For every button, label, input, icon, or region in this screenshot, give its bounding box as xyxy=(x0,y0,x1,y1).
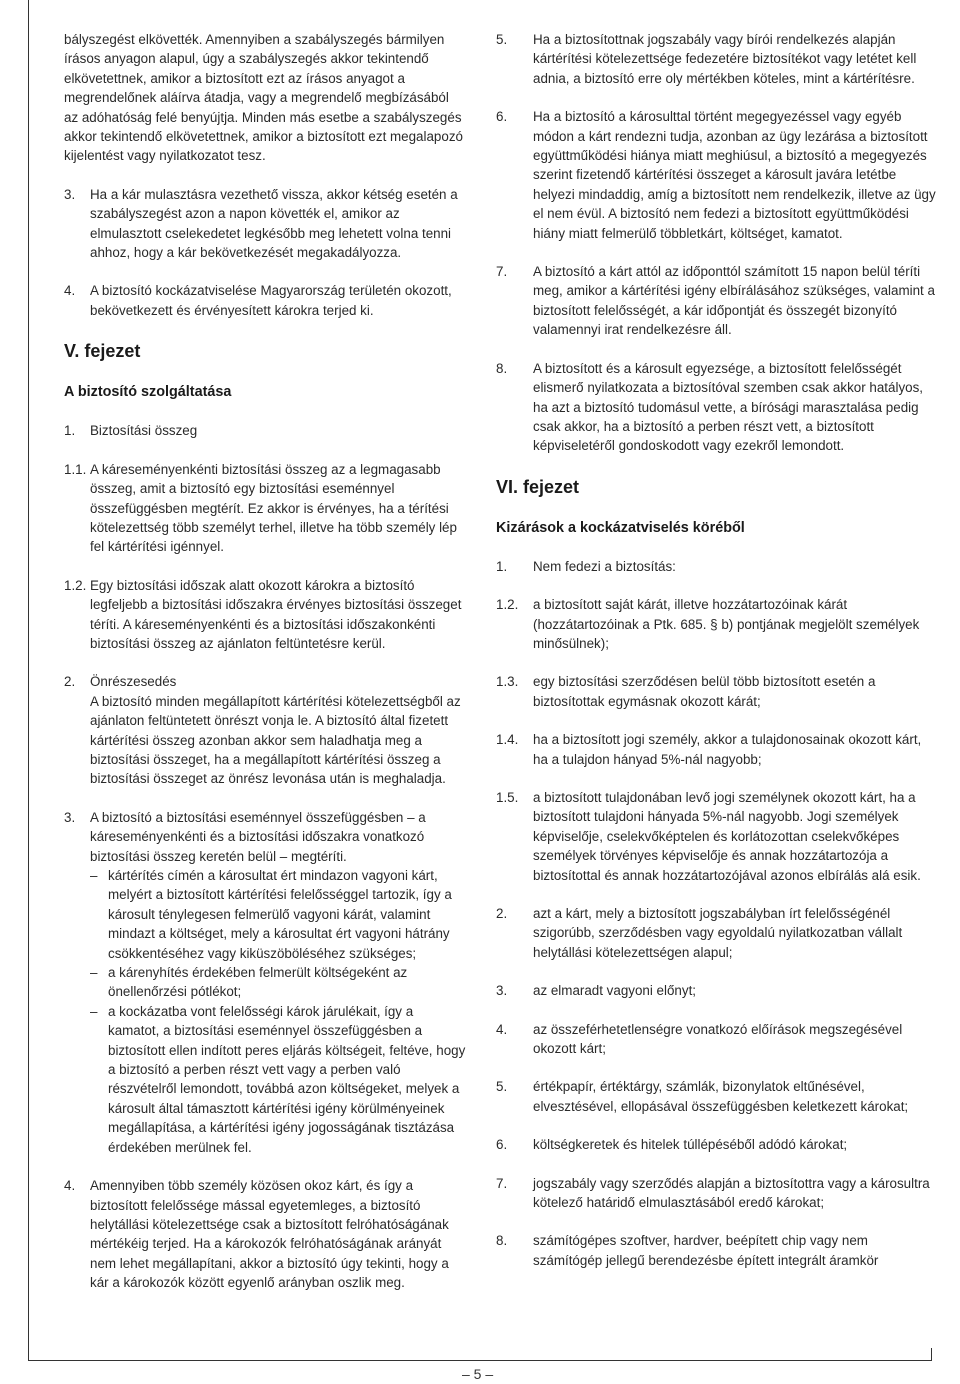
exclusion-text: Nem fedezi a biztosítás: xyxy=(533,558,676,574)
exclusion-number: 6. xyxy=(496,1137,508,1153)
intro-paragraph: bályszegést elkövették. Amennyiben a szabályszegés bármilyen írásos anyagon alapul, úgy a szabályszegés akkor tekintendő elkövetettnek, amikor a biztosított ezt az írásos anyagot a megrendelőnek aláírva átadja, vagy a megrendelő megbízásából az adóhatóság felé benyújtja. Minden más esetbe a szabályszegés akkor tekintendő elkövetettnek, amikor a biztosított ezt megalapozó kijelentést vagy nyilatkozatot tesz. xyxy=(64,32,463,164)
clause-3 xyxy=(64,185,466,263)
dash-list xyxy=(64,866,466,1157)
dash-item xyxy=(90,963,466,1002)
chapter-heading-v: V. fejezet xyxy=(64,341,141,362)
dash-item xyxy=(90,866,466,963)
dash-text: a kárenyhítés érdekében felmerült költségeként az önellenőrzési pótlékot; xyxy=(108,965,408,1000)
exclusion-text: az összeférhetetlenségre vonatkozó előírások megszegésével okozott kárt; xyxy=(533,1021,903,1057)
clause-number: 4. xyxy=(64,283,76,299)
clause-number: 7. xyxy=(496,264,508,280)
frame-line-bottom xyxy=(28,1360,932,1361)
exclusion-7 xyxy=(496,1174,936,1213)
chapter-title-vi: Kizárások a kockázatviselés köréből xyxy=(496,519,745,536)
section-text: A káreseményenkénti biztosítási összeg az a legmagasabb összeg, amit a biztosító egy biztosítási eseménnyel összefüggésben megtérít. Ez akkor is érvényes, ha a térítési kötelezettség több személyt terhel, illetve ha több személy lép fel kártérítési igénnyel. xyxy=(90,461,457,555)
clause-number: 5. xyxy=(496,32,508,47)
exclusion-text: költségkeretek és hitelek túllépéséből adódó károkat; xyxy=(533,1137,848,1153)
exclusion-text: a biztosított tulajdonában levő jogi személynek okozott kárt, ha a biztosított tulajdoni hányada 5%-nál nagyobb. Jogi személyek képviselője, cselekvőképtelen és korlátozottan cselekvőképes személyek törvényes képviselője és annak hozzátartozója a biztosítottal és annak hozzátartozójával azonos elbírálás alá esik. xyxy=(533,789,921,883)
clause-text: A biztosító a kárt attól az időponttól számított 15 napon belül téríti meg, amikor a kártérítési igény elbírálásához szükséges, valamint a biztosított felelősségét, a kár időpontját és összegét bizonyító valamennyi irat rendelkezésre áll. xyxy=(533,264,935,338)
frame-line-left xyxy=(28,18,29,1360)
exclusion-1-5 xyxy=(496,788,936,885)
section-text: A biztosító a biztosítási eseménnyel összefüggésben – a káreseményenkénti és a biztosítási időszakra vonatkozó biztosítási összeg keretén belül – megtéríti. xyxy=(90,809,426,864)
exclusion-number: 1. xyxy=(496,558,508,574)
chapter-heading-vi: VI. fejezet xyxy=(496,476,580,497)
exclusion-1-3 xyxy=(496,672,936,711)
clause-number: 6. xyxy=(496,109,508,125)
exclusion-text: értékpapír, értéktárgy, számlák, bizonylatok eltűnésével, elvesztésével, ellopásával összefüggésben keletkezett károkat; xyxy=(533,1079,909,1114)
page-number: – 5 – xyxy=(462,1366,494,1382)
section-number: 1.1. xyxy=(64,461,87,477)
exclusion-number: 4. xyxy=(496,1021,508,1037)
exclusion-text: az elmaradt vagyoni előnyt; xyxy=(533,983,697,999)
clause-text: Ha a biztosító a károsulttal történt megegyezéssel vagy egyéb módon a kárt rendezni tudja, azonban az ügy lezárása a biztosított együttműködési hiánya miatt meghiúsul, a biztosító a megegyezés szerint fizetendő kártérítési összeget a károsult javára letétbe helyezi mindaddig, amíg a biztosított nem rendelkezik, illetve az ügy el nem évül. A biztosító nem fedezi a biztosított együttműködési hiány miatt felmerülő többletkárt, költséget, kamatot. xyxy=(533,109,936,241)
exclusion-text: ha a biztosított jogi személy, akkor a tulajdonosainak okozott kárt, ha a tulajdon hányad 5%-nál nagyobb; xyxy=(533,732,922,767)
exclusion-8 xyxy=(496,1231,936,1270)
exclusion-1 xyxy=(496,557,936,576)
left-column xyxy=(64,30,466,1293)
clause-number: 8. xyxy=(496,360,508,376)
section-1 xyxy=(64,421,466,440)
section-number: 1.2. xyxy=(64,577,87,593)
section-text: Egy biztosítási időszak alatt okozott károkra a biztosító legfeljebb a biztosítási időszakra érvényes biztosítási összeget téríti. A káreseményenkénti és a biztosítási időszakonkénti biztosítási összeg az ajánlaton feltüntetésre kerül. xyxy=(90,577,462,651)
exclusion-6 xyxy=(496,1135,936,1154)
exclusion-number: 2. xyxy=(496,906,508,921)
clause-7 xyxy=(496,262,936,340)
section-number: 4. xyxy=(64,1178,76,1194)
exclusion-number: 8. xyxy=(496,1233,508,1249)
clause-text: Ha a biztosítottnak jogszabály vagy bírói rendelkezés alapján kártérítési kötelezettsége fedezetére biztosítékot vagy letétet kell adnia, a biztosító erre oly mértékben köteles, mint a kártérítésre. xyxy=(533,32,917,86)
section-text: A biztosító minden megállapított kártérítési kötelezettségből az ajánlaton feltüntetett önrészt vonja le. A biztosító által fizetett kártérítési összeg azonban akkor sem haladhatja meg a biztosítási összeget, ha a megállapított kártérítési összeg a biztosítási összeget az önrész levonása után is meghaladja. xyxy=(90,693,461,787)
exclusion-text: a biztosított saját kárát, illetve hozzátartozóinak kárát (hozzátartozóinak a Ptk. 685. § b) pontjának megjelölt személyek minősülnek); xyxy=(533,597,920,651)
dash-mark: – xyxy=(90,965,98,981)
section-1-1 xyxy=(64,460,466,557)
exclusion-5 xyxy=(496,1077,936,1116)
chapter-title-v: A biztosító szolgáltatása xyxy=(64,384,232,401)
dash-mark: – xyxy=(90,868,98,883)
clause-8 xyxy=(496,359,936,456)
exclusion-text: jogszabály vagy szerződés alapján a biztosítottra vagy a károsultra kötelező határidő elmulasztásából eredő károkat; xyxy=(533,1175,930,1211)
exclusion-number: 1.5. xyxy=(496,789,519,805)
exclusion-number: 5. xyxy=(496,1079,508,1095)
exclusion-1-2 xyxy=(496,595,936,653)
section-title: Biztosítási összeg xyxy=(90,423,198,439)
exclusion-number: 1.4. xyxy=(496,732,519,748)
frame-line-top xyxy=(28,0,29,18)
section-3 xyxy=(64,808,466,866)
dash-text: a kockázatba vont felelősségi károk járulékait, így a kamatot, a biztosítási eseménnyel összefüggésben a biztosított ellen indított peres eljárás költségeit, feltéve, hogy a biztosító a perben részt vett vagy a perben való részvételről lemondott, továbbá azon költségeket, melyek a károsult által támasztott kártérítési igény körülményeinek megállapítása, a kártérítési igény jogosságának tisztázása érdekében merülnek fel. xyxy=(108,1003,466,1155)
exclusion-2 xyxy=(496,904,936,962)
section-title: Önrészesedés xyxy=(90,674,177,690)
right-column xyxy=(496,30,936,1270)
section-text: Amennyiben több személy közösen okoz kárt, és így a biztosított felelőssége mással egyetemleges, a biztosító helytállási kötelezettsége csak a biztosított felróhatóságának mértékéig terjed. Ha a károkozók felróhatóságának arányát nem lehet megállapítani, akkor a biztosító úgy tekinti, hogy a kár a károkozók között egyenlő arányban oszlik meg. xyxy=(90,1178,449,1291)
exclusion-number: 1.2. xyxy=(496,597,519,613)
exclusion-4 xyxy=(496,1020,936,1059)
frame-line-right xyxy=(931,1348,932,1360)
section-4 xyxy=(64,1176,466,1292)
clause-5 xyxy=(496,30,936,88)
section-1-2 xyxy=(64,576,466,654)
exclusion-number: 7. xyxy=(496,1175,508,1191)
section-number: 2. xyxy=(64,674,76,690)
section-number: 1. xyxy=(64,423,76,439)
clause-4 xyxy=(64,281,466,320)
exclusion-number: 1.3. xyxy=(496,674,519,690)
clause-text: Ha a kár mulasztásra vezethető vissza, akkor kétség esetén a szabályszegést azon a napon követték el, amikor az elmulasztott cselekedetet legkésőbb meg lehetett volna tenni ahhoz, hogy a kár bekövetkezését megakadályozza. xyxy=(90,186,458,261)
exclusion-number: 3. xyxy=(496,983,508,999)
dash-text: kártérítés címén a károsultat ért mindazon vagyoni kárt, melyért a biztosított kártérítési felelősséggel tartozik, így a károsult ténylegesen felmerülő vagyoni kárát, valamint mindazt a költséget, mely a károsultat ért vagyoni hátrány csökkentéséhez vagy kiküszöböléséhez szükséges; xyxy=(108,868,452,961)
dash-mark: – xyxy=(90,1003,98,1019)
clause-text: A biztosító kockázatviselése Magyarország területén okozott, bekövetkezett és érvényesített károkra terjed ki. xyxy=(90,283,452,318)
dash-item xyxy=(90,1002,466,1157)
exclusion-3 xyxy=(496,981,936,1000)
section-number: 3. xyxy=(64,809,76,825)
clause-number: 3. xyxy=(64,186,76,202)
section-2 xyxy=(64,672,466,788)
clause-text: A biztosított és a károsult egyezsége, a biztosított felelősségét elismerő nyilatkozata a biztosítóval szemben csak akkor hatályos, ha azt a biztosító tudomásul vette, a bírósági marasztalása pedig csak akkor, ha a biztosító a perben részt vett, a biztosított képviseletéről gondoskodott vagy ezekről lemondott. xyxy=(533,360,923,454)
exclusion-1-4 xyxy=(496,730,936,769)
exclusion-text: egy biztosítási szerződésen belül több biztosított esetén a biztosítottak egymásnak okozott kárát; xyxy=(533,674,876,709)
clause-6 xyxy=(496,107,936,243)
exclusion-text: azt a kárt, mely a biztosított jogszabályban írt felelősségénél szigorúbb, szerződésben vagy egyoldalú nyilatkozatban vállalt helytállási kötelezettségen alapul; xyxy=(533,906,903,960)
exclusion-text: számítógépes szoftver, hardver, beépített chip vagy nem számítógép jellegű berendezésbe épített integrált áramkör xyxy=(533,1233,879,1268)
